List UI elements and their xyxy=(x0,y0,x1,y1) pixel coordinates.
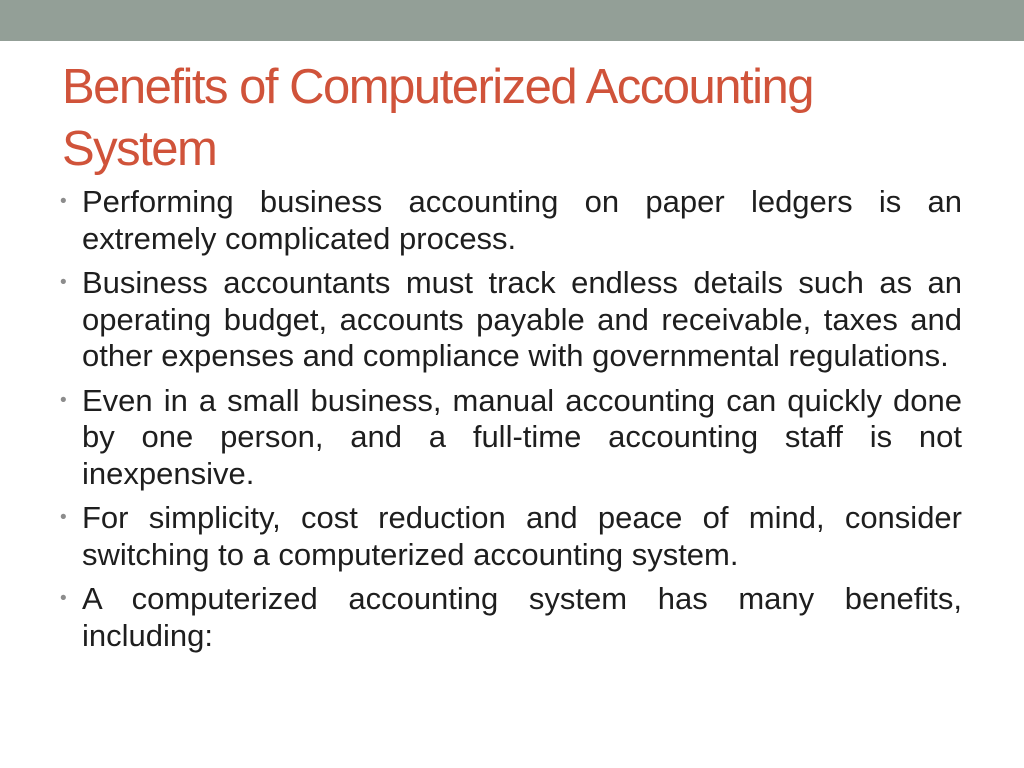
bullet-dot-icon: • xyxy=(60,507,67,528)
bullet-item xyxy=(60,265,962,375)
bullet-text: Even in a small business, manual accounting can quickly done by one person, and a full-time accounting staff is not inexpensive. xyxy=(82,382,962,491)
bullet-dot-icon: • xyxy=(60,588,67,609)
bullet-text: For simplicity, cost reduction and peace of mind, consider switching to a computerized accounting system. xyxy=(82,500,962,572)
bullet-dot-icon: • xyxy=(60,191,67,212)
bullet-list xyxy=(60,184,962,662)
bullet-item xyxy=(60,383,962,493)
bullet-item xyxy=(60,581,962,654)
bullet-text: Business accountants must track endless details such as an operating budget, accounts payable and receivable, taxes and other expenses and compliance with governmental regulations. xyxy=(82,265,962,373)
bullet-dot-icon: • xyxy=(60,389,67,411)
bullet-item xyxy=(60,184,962,257)
bullet-dot-icon: • xyxy=(60,272,67,293)
bullet-item xyxy=(60,500,962,573)
bullet-text: Performing business accounting on paper ledgers is an extremely complicated process. xyxy=(82,184,962,256)
slide-title: Benefits of Computerized Accounting System xyxy=(62,60,814,176)
bullet-text: A computerized accounting system has many benefits, including: xyxy=(82,581,962,653)
top-accent-bar xyxy=(0,0,1024,41)
